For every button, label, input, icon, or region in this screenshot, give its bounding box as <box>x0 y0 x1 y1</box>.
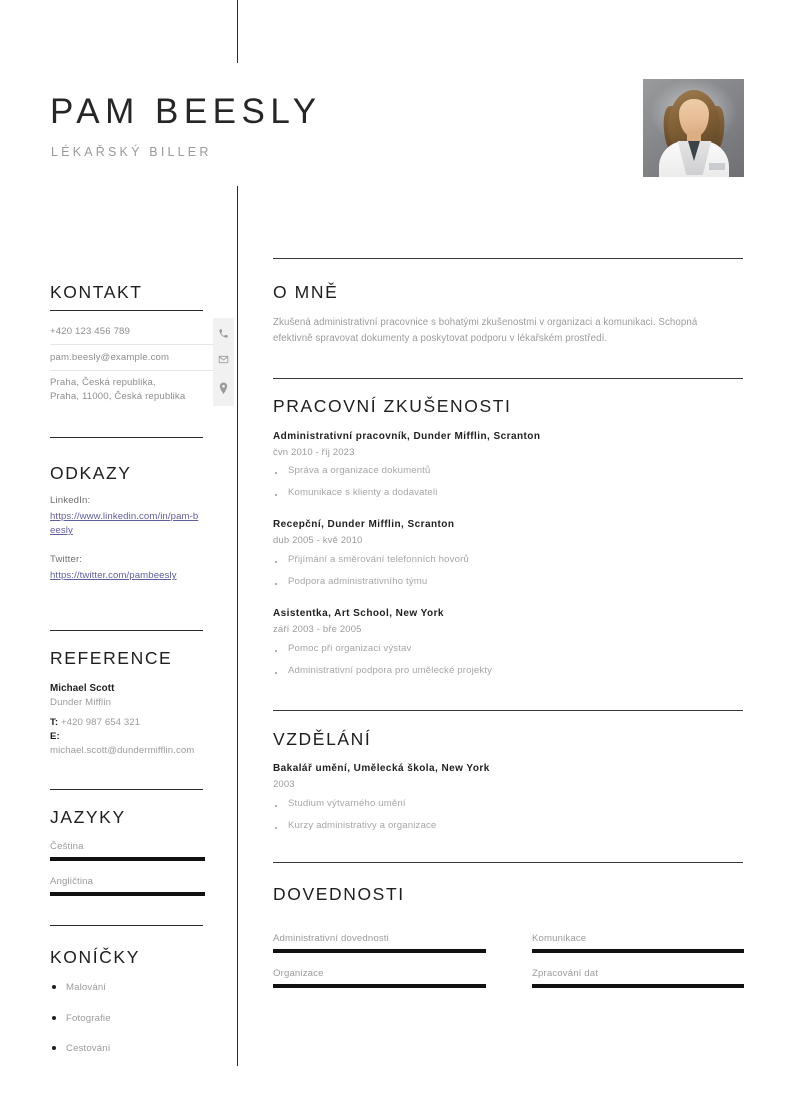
experience-date-1: dub 2005 - kvě 2010 <box>273 535 363 546</box>
skill-bar-fill-3 <box>532 984 744 988</box>
section-heading-about: O MNĚ <box>273 282 339 302</box>
language-bar-fill-cestina <box>50 857 205 861</box>
link-label-twitter: Twitter: <box>50 554 83 565</box>
link-label-linkedin: LinkedIn: <box>50 495 91 506</box>
education-bullet-dot <box>275 805 277 807</box>
experience-bullet-2-1: Administrativní podpora pro umělecké projekty <box>288 665 493 676</box>
experience-bullet-dot <box>275 672 277 674</box>
contact-row-phone <box>50 322 234 346</box>
contact-row-email <box>50 348 234 372</box>
experience-title-1: Recepční, Dunder Mifflin, Scranton <box>273 519 455 530</box>
contact-row-address <box>50 374 234 408</box>
job-role-subtitle: LÉKAŘSKÝ BILLER <box>51 145 212 159</box>
language-label-cestina: Čeština <box>50 841 84 852</box>
skill-bar-track-3 <box>532 984 744 988</box>
experience-bullet-dot <box>275 650 277 652</box>
skill-bar-track-1 <box>532 949 744 953</box>
hobby-bullet-dot <box>52 1016 56 1020</box>
reference-email-value: michael.scott@dundermifflin.com <box>50 745 195 756</box>
reference-organization: Dunder Mifflin <box>50 697 112 708</box>
experience-bullet-0-0: Správa a organizace dokumentů <box>288 465 431 476</box>
page-title: PAM BEESLY <box>50 92 322 131</box>
rule-education <box>273 710 743 711</box>
section-heading-links: ODKAZY <box>50 463 132 483</box>
skill-bar-fill-2 <box>273 984 486 988</box>
skill-label-3: Zpracování dat <box>532 968 599 979</box>
about-text: Zkušená administrativní pracovnice s bohatými zkušenostmi v organizaci a komunikaci. Schopná efektivně spravovat dokumenty a poskytovat podporu v lékařském prostředí. <box>273 317 698 344</box>
rule-languages <box>50 789 203 790</box>
section-heading-hobbies: KONÍČKY <box>50 947 140 967</box>
skill-bar-fill-0 <box>273 949 486 953</box>
experience-date-0: čvn 2010 - říj 2023 <box>273 447 355 458</box>
experience-bullet-dot <box>275 583 277 585</box>
skill-label-2: Organizace <box>273 968 324 979</box>
contact-separator-1 <box>50 344 234 345</box>
rule-about <box>273 258 743 259</box>
hobby-item-2: Cestování <box>66 1043 111 1054</box>
skill-bar-track-2 <box>273 984 486 988</box>
reference-phone-row <box>50 716 205 730</box>
contact-address-line1: Praha, Česká republika, <box>50 377 156 388</box>
section-heading-languages: JAZYKY <box>50 807 126 827</box>
hobby-item-0: Malování <box>66 982 107 993</box>
language-bar-fill-anglictina <box>50 892 205 896</box>
hobby-bullet-dot <box>52 1046 56 1050</box>
experience-bullet-2-0: Pomoc při organizaci výstav <box>288 643 412 654</box>
profile-photo <box>643 79 744 177</box>
rule-reference <box>50 630 203 631</box>
skill-label-1: Komunikace <box>532 933 587 944</box>
rule-links <box>50 437 203 438</box>
experience-title-2: Asistentka, Art School, New York <box>273 608 444 619</box>
contact-address-line2: Praha, 11000, Česká republika <box>50 391 186 402</box>
experience-bullet-dot <box>275 494 277 496</box>
hobby-item-1: Fotografie <box>66 1013 111 1024</box>
section-heading-contact: KONTAKT <box>50 282 143 302</box>
experience-bullet-dot <box>275 561 277 563</box>
column-divider-bottom <box>237 186 238 1066</box>
link-url-linkedin[interactable]: https://www.linkedin.com/in/pam-beesly <box>50 511 199 536</box>
education-bullet-0-0: Studium výtvarného umění <box>288 798 406 809</box>
rule-contact <box>50 310 203 311</box>
experience-bullet-dot <box>275 472 277 474</box>
experience-bullet-1-1: Podpora administrativního týmu <box>288 576 428 587</box>
map-pin-icon <box>213 370 234 406</box>
rule-skills <box>273 862 743 863</box>
section-heading-education: VZDĚLÁNÍ <box>273 729 372 749</box>
section-heading-reference: REFERENCE <box>50 648 173 668</box>
rule-experience <box>273 378 743 379</box>
contact-separator-2 <box>50 370 234 371</box>
column-divider-top <box>237 0 238 63</box>
experience-date-2: září 2003 - bře 2005 <box>273 624 362 635</box>
language-label-anglictina: Angličtina <box>50 876 94 887</box>
reference-phone-label: T: <box>50 717 59 728</box>
experience-title-0: Administrativní pracovník, Dunder Mifflin, Scranton <box>273 431 541 442</box>
section-heading-skills: DOVEDNOSTI <box>273 884 405 904</box>
skill-label-0: Administrativní dovednosti <box>273 933 389 944</box>
rule-hobbies <box>50 925 203 926</box>
reference-email-label: E: <box>50 731 60 742</box>
experience-bullet-1-0: Přijímání a směrování telefonních hovorů <box>288 554 469 565</box>
reference-email-row <box>50 730 205 758</box>
link-url-twitter[interactable]: https://twitter.com/pambeesly <box>50 570 177 581</box>
education-title-0: Bakalář umění, Umělecká škola, New York <box>273 763 490 774</box>
skill-bar-fill-1 <box>532 949 744 953</box>
education-bullet-dot <box>275 827 277 829</box>
reference-phone-value: +420 987 654 321 <box>60 717 141 728</box>
education-date-0: 2003 <box>273 779 295 790</box>
language-bar-track-cestina <box>50 857 205 861</box>
education-bullet-0-1: Kurzy administrativy a organizace <box>288 820 437 831</box>
hobby-bullet-dot <box>52 985 56 989</box>
language-bar-track-anglictina <box>50 892 205 896</box>
contact-email-text: pam.beesly@example.com <box>50 352 170 363</box>
skill-bar-track-0 <box>273 949 486 953</box>
reference-name: Michael Scott <box>50 683 115 694</box>
contact-phone-text: +420 123 456 789 <box>50 326 131 337</box>
section-heading-experience: PRACOVNÍ ZKUŠENOSTI <box>273 396 512 416</box>
experience-bullet-0-1: Komunikace s klienty a dodavateli <box>288 487 438 498</box>
photo-badge <box>709 163 725 170</box>
